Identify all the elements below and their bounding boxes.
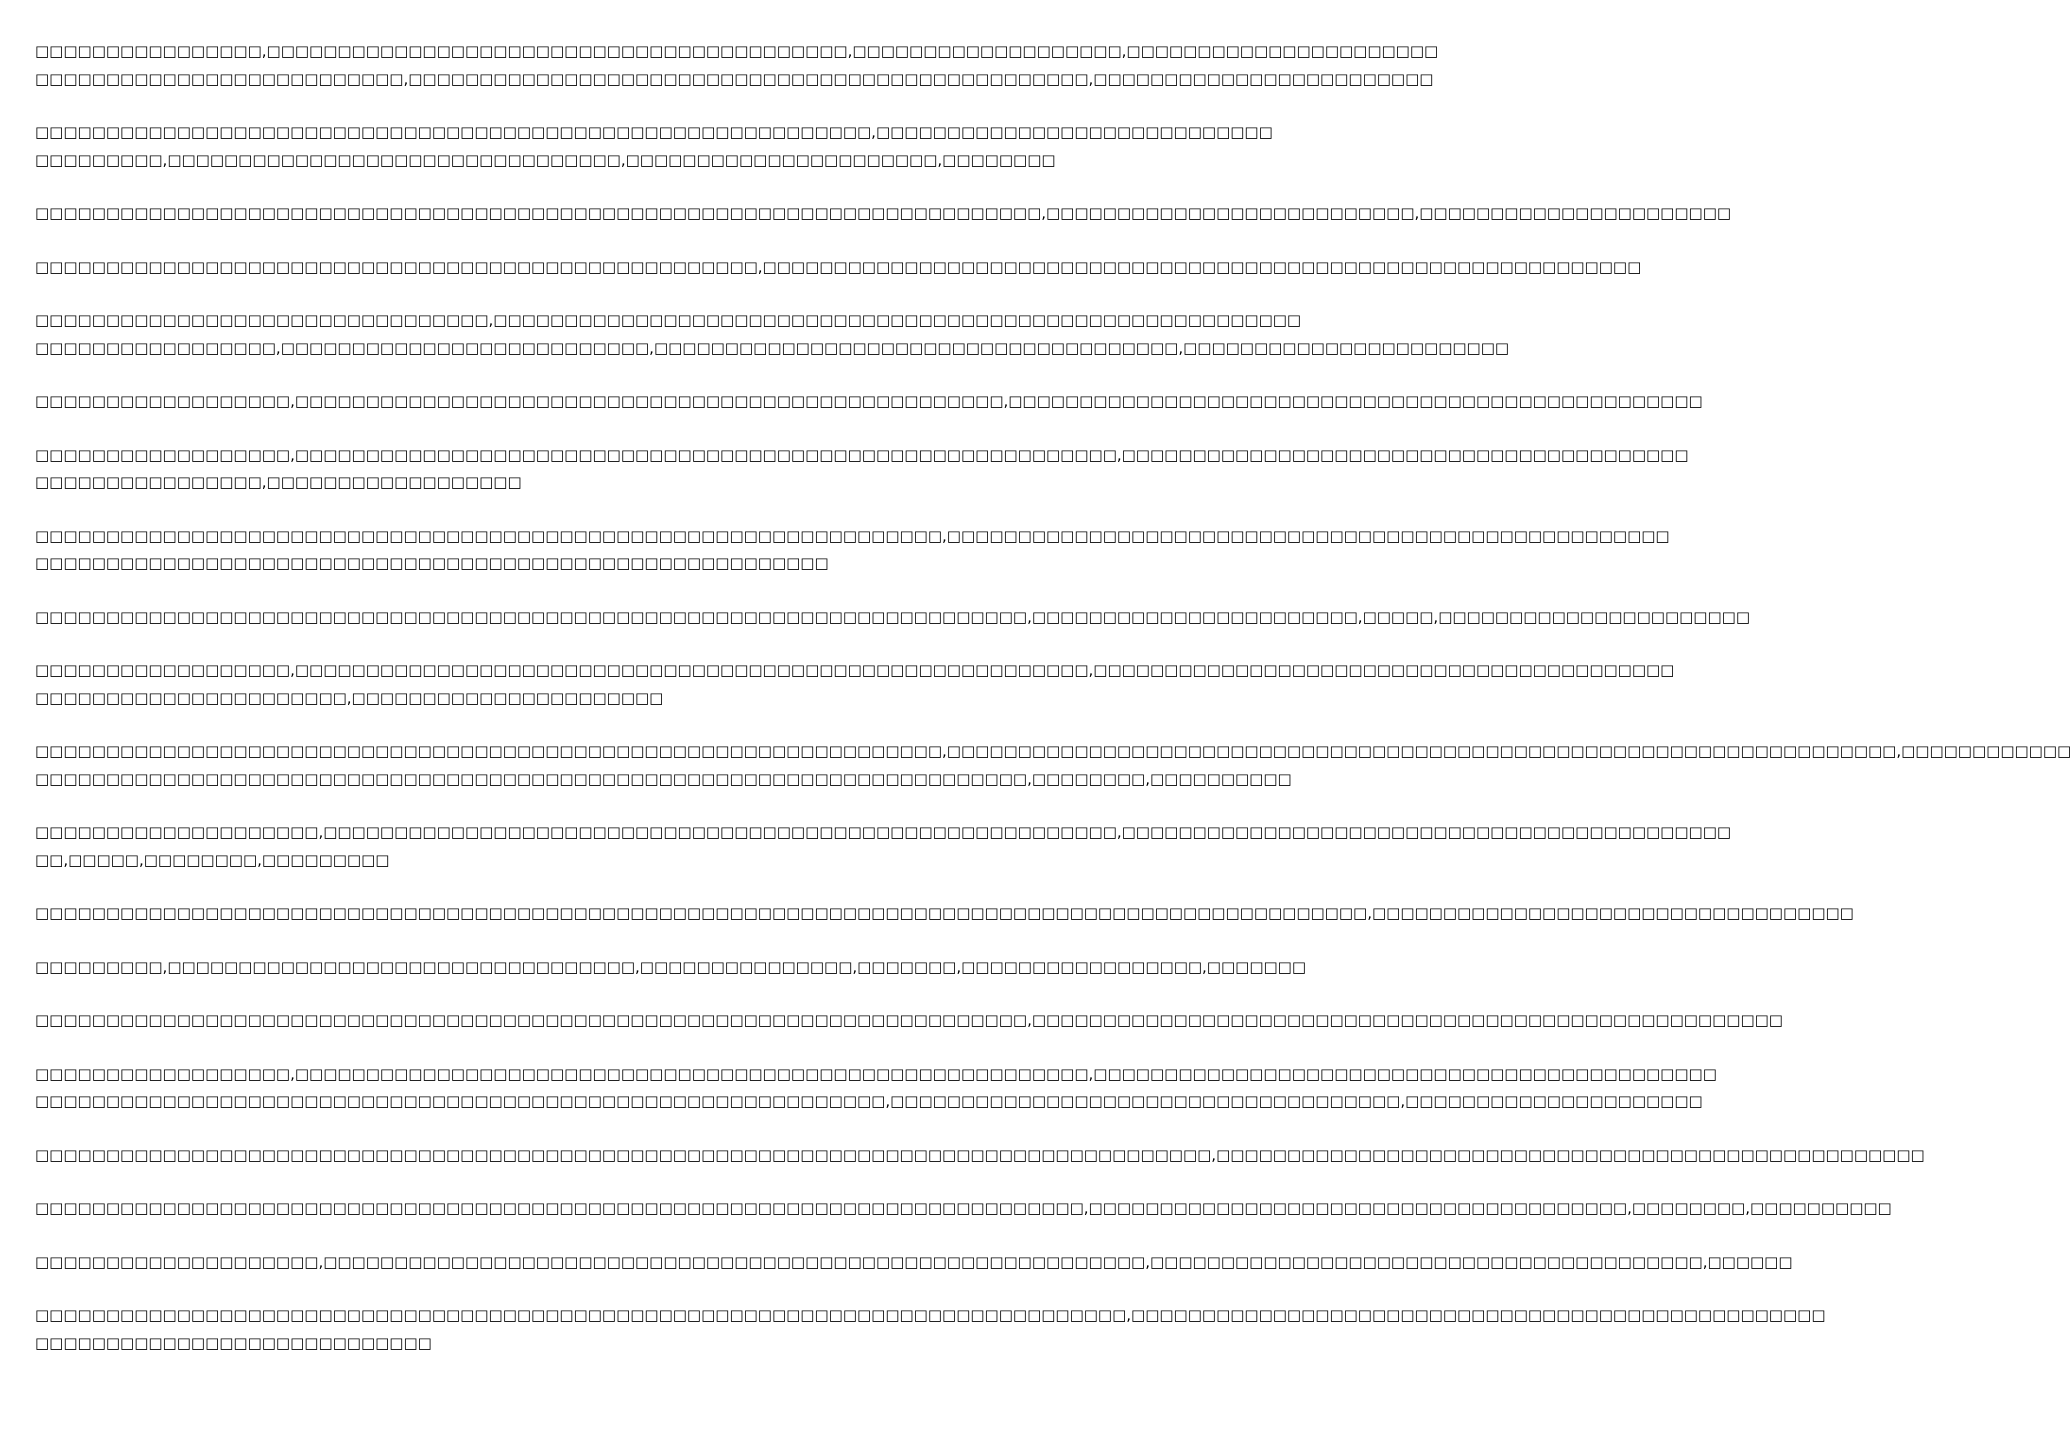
paragraph	[35, 819, 1732, 874]
paragraph	[35, 307, 1510, 362]
paragraph	[35, 523, 1670, 578]
text-line: □□□□□□□□□,□□□□□□□□□□□□□□□□□□□□□□□□□□□□□□□□□,□□□□□□□□□□□□□□□,□□□□□□□,□□□□□□□□□□□□□□□□□,□□□□□□□	[35, 957, 1307, 976]
document-body	[35, 38, 2071, 1383]
paragraph	[35, 388, 1703, 416]
text-line: □□□□□□□□□□□□□□□□□□□□□□□□□□□□□□□□□□□□□□□□□□□□□□□□□□□□□□□□□□□□□□□□□□□□□□□□□□□□□□□□□□□□□□□□□□□□□□,□□□□□□□□□□□□□□□□□□□□□□□□□□□□□□□□□□	[35, 904, 1854, 922]
text-line: □□□□□□□□□□□□□□□□□□□□□□□□□□□□□□□□□□□□□□□□□□□□□□□□□□□□□□□□□□□□,□□□□□□□□□□□□□□□□□□□□□□□□□□□□□□□□□□□□,□□□□□□□□□□□□□□□□□□□□□	[35, 1092, 1703, 1110]
text-line: □□□□□□□□□□□□□□□□□□□□□□,□□□□□□□□□□□□□□□□□□□□□□	[35, 688, 664, 707]
paragraph	[35, 1007, 1783, 1035]
text-line: □□□□□□□□□□□□□□□□□□□□□□□□□□□□□□□□□□□□□□□□□□□□□□□□□□□□□□□□□□□□□□□□□□□□□□,□□□□□□□□,□□□□□□□□□□	[35, 769, 1292, 788]
text-line: □□□□□□□□□□□□□□□□□□□□□□□□□□□□□□□□,□□□□□□□□□□□□□□□□□□□□□□□□□□□□□□□□□□□□□□□□□□□□□□□□□□□□□□□□□	[35, 311, 1302, 329]
paragraph	[35, 900, 1854, 928]
text-line: □□□□□□□□□□□□□□□□□□□□□□□□□□□□□□□□□□□□□□□□□□□□□□□□□□□□□□□□□□□□□□□□□□□□□□,□□□□□□□□□□□□□□□□□□□□□□□□□□□□□□□□□□□□□□□□□□□□□□□□□□□□□	[35, 1011, 1783, 1029]
text-line: □□□□□□□□□□□□□□□□□□□□,□□□□□□□□□□□□□□□□□□□□□□□□□□□□□□□□□□□□□□□□□□□□□□□□□□□□□□□□,□□□□□□□□□□□□□□□□□□□□□□□□□□□□□□□□□□□□□□□□□□□	[35, 823, 1732, 841]
text-line: □□□□□□□□□□□□□□□□□□□□□□□□□□□□□□□□□□□□□□□□□□□□□□□□□□□□□□□□□□□,□□□□□□□□□□□□□□□□□□□□□□□□□□□□	[35, 123, 1273, 141]
text-line: □□□□□□□□□□□□□□□□□,□□□□□□□□□□□□□□□□□□□□□□□□□□,□□□□□□□□□□□□□□□□□□□□□□□□□□□□□□□□□□□□□,□□□□□□□□□□□□□□□□□□□□□□□	[35, 338, 1510, 357]
text-line: □□□□□□□□□□□□□□□□□□□□□□□□□□□□□□□□□□□□□□□□□□□□□□□□□□□□□□□□□□□□□□□□□□□□□□□□□□□□□,□□□□□□□□□□□□□□□□□□□□□□□□□□□□□□□□□□□□□□□□□□□□□□□□□	[35, 1306, 1826, 1324]
paragraph	[35, 442, 1689, 497]
text-line: □□□□□□□□□□□□□□□□□□□□□□□□□□□□□□□□□□□□□□□□□□□□□□□□□□□□□□□□□□□□□□□□□□□□□□□□□□,□□□□□□□□□□□□□□□□□□□□□□□□□□□□□□□□□□□□□□,□□□□□□□□,□□□□□□□□□□	[35, 1199, 1892, 1217]
text-line: □□□□□□□□□□□□□□□□□□,□□□□□□□□□□□□□□□□□□□□□□□□□□□□□□□□□□□□□□□□□□□□□□□□□□□□□□□□,□□□□□□□□□□□□□□□□□□□□□□□□□□□□□□□□□□□□□□□□□	[35, 661, 1675, 679]
paragraph	[35, 1061, 1717, 1116]
text-line: □□□□□□□□□□□□□□□□□□□□□□□□□□□□□□□□□□□□□□□□□□□□□□□□□□□□□□□□□□□□□□□□,□□□□□□□□□□□□□□□□□□□□□□□□□□□□□□□□□□□□□□□□□□□□□□□□□□□□□□□□□□□□□□□□□□□,□□□□□□□□□□□□	[35, 742, 2071, 760]
text-line: □□□□□□□□□□□□□□□□□□□□□□□□□□□□	[35, 1333, 432, 1352]
paragraph	[35, 1195, 1892, 1223]
text-line: □□□□□□□□□□□□□□□□□□□□□□□□□□□□□□□□□□□□□□□□□□□□□□□□□□□□□□□□□□□□□□□□□□□□□□,□□□□□□□□□□□□□□□□□□□□□□□,□□□□□,□□□□□□□□□□□□□□□□□□□□□□	[35, 607, 1750, 626]
text-line: □□□□□□□□□□□□□□□□□□□□□□□□□□□□□□□□□□□□□□□□□□□□□□□□□□□□□□□□□□□□□□□□□□□□□□□□□□□□□□□□□□□,□□□□□□□□□□□□□□□□□□□□□□□□□□□□□□□□□□□□□□□□□□□□□□□□□□	[35, 1145, 1925, 1164]
paragraph	[35, 200, 1732, 228]
text-line: □□□□□□□□□□□□□□□□□□,□□□□□□□□□□□□□□□□□□□□□□□□□□□□□□□□□□□□□□□□□□□□□□□□□□,□□□□□□□□□□□□□□□□□□□□□□□□□□□□□□□□□□□□□□□□□□□□□□□□□	[35, 392, 1703, 410]
text-line: □□□□□□□□□□□□□□□□□□□□□□□□□□□□□□□□□□□□□□□□□□□□□□□□□□□□□□□□	[35, 554, 829, 572]
paragraph	[35, 1142, 1925, 1170]
paragraph	[35, 738, 2071, 793]
text-line: □□□□□□□□□□□□□□□□□□,□□□□□□□□□□□□□□□□□□□□□□□□□□□□□□□□□□□□□□□□□□□□□□□□□□□□□□□□□□,□□□□□□□□□□□□□□□□□□□□□□□□□□□□□□□□□□□□□□□□	[35, 445, 1689, 464]
paragraph	[35, 657, 1675, 712]
text-line: □□□□□□□□□□□□□□□□□□□□□□□□□□□□□□□□□□□□□□□□□□□□□□□□□□□,□□□□□□□□□□□□□□□□□□□□□□□□□□□□□□□□□□□□□□□□□□□□□□□□□□□□□□□□□□□□□□	[35, 257, 1642, 276]
text-line: □□□□□□□□□,□□□□□□□□□□□□□□□□□□□□□□□□□□□□□□□□,□□□□□□□□□□□□□□□□□□□□□□,□□□□□□□□	[35, 150, 1056, 169]
text-line: □□□□□□□□□□□□□□□□,□□□□□□□□□□□□□□□□□□	[35, 473, 522, 491]
paragraph	[35, 604, 1750, 632]
text-line: □□□□□□□□□□□□□□□□,□□□□□□□□□□□□□□□□□□□□□□□□□□□□□□□□□□□□□□□□□,□□□□□□□□□□□□□□□□□□□,□□□□□□□□□□□□□□□□□□□□□□	[35, 42, 1439, 60]
paragraph	[35, 1249, 1793, 1277]
text-line: □□□□□□□□□□□□□□□□□□□□□□□□□□,□□□□□□□□□□□□□□□□□□□□□□□□□□□□□□□□□□□□□□□□□□□□□□□□,□□□□□□□□□□□□□□□□□□□□□□□□	[35, 69, 1434, 88]
paragraph	[35, 954, 1307, 982]
paragraph	[35, 1302, 1826, 1357]
text-line: □□,□□□□□,□□□□□□□□,□□□□□□□□□	[35, 850, 390, 869]
paragraph	[35, 38, 1439, 93]
text-line: □□□□□□□□□□□□□□□□□□□□,□□□□□□□□□□□□□□□□□□□□□□□□□□□□□□□□□□□□□□□□□□□□□□□□□□□□□□□□□□,□□□□□□□□□□□□□□□□□□□□□□□□□□□□□□□□□□□□□□□,□□□□□□	[35, 1252, 1793, 1271]
paragraph	[35, 254, 1642, 282]
text-line: □□□□□□□□□□□□□□□□□□,□□□□□□□□□□□□□□□□□□□□□□□□□□□□□□□□□□□□□□□□□□□□□□□□□□□□□□□□,□□□□□□□□□□□□□□□□□□□□□□□□□□□□□□□□□□□□□□□□□□□□	[35, 1064, 1717, 1083]
text-line: □□□□□□□□□□□□□□□□□□□□□□□□□□□□□□□□□□□□□□□□□□□□□□□□□□□□□□□□□□□□□□□□,□□□□□□□□□□□□□□□□□□□□□□□□□□□□□□□□□□□□□□□□□□□□□□□□□□□	[35, 526, 1670, 545]
text-line: □□□□□□□□□□□□□□□□□□□□□□□□□□□□□□□□□□□□□□□□□□□□□□□□□□□□□□□□□□□□□□□□□□□□□□□,□□□□□□□□□□□□□□□□□□□□□□□□□□,□□□□□□□□□□□□□□□□□□□□□□	[35, 204, 1732, 222]
paragraph	[35, 119, 1273, 174]
